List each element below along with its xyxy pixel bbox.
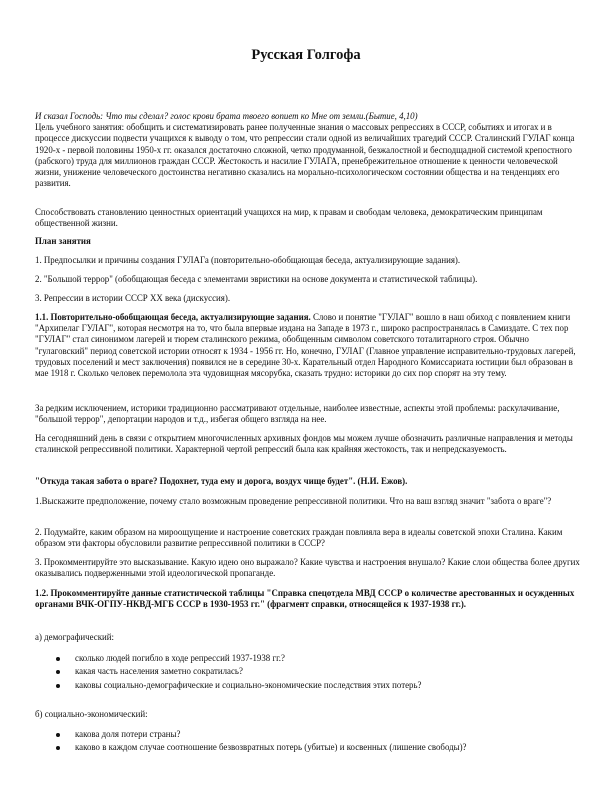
plan-item: 3. Репрессии в истории СССР XX века (дискуссия). <box>35 293 231 303</box>
plan-item: 2. "Большой террор" (обобщающая беседа с элементами эвристики на основе документа и статистической таблицы). <box>35 274 478 284</box>
list-item <box>35 666 581 679</box>
page-title: Русская Голгофа <box>251 47 361 63</box>
ezhov-quote: "Откуда такая забота о враге? Подохнет, туда ему и дорога, воздух чище будет". (Н.И. Ежов). <box>35 476 408 486</box>
list-item <box>35 680 581 693</box>
list-item-text: какова доля потери страны? <box>75 729 181 739</box>
plan-heading: План занятия <box>35 236 91 246</box>
question: 3. Прокомментируйте это высказывание. Какую идею оно выражало? Какие чувства и настроения внушало? Какие слои общества более других оказывались подверженными этой идеологической пропаганде. <box>35 557 580 579</box>
today-paragraph: На сегодняшний день в связи с открытием многочисленных архивных фондов мы можем лучше обозначить различные направления и методы сталинской репрессивной политики. Характерной чертой репрессий была как крайняя жестокость, так и непредсказуемость. <box>35 433 573 455</box>
section-1-1-heading: 1.1. Повторительно-обобщающая беседа, актуализирующие задания. <box>35 312 311 322</box>
rare-paragraph: За редким исключением, историки традиционно рассматривают отдельные, наиболее известные, аспекты этой проблемы: раскулачивание, "большой террор", депортации народов и т.д., избегая общего взгляда на нее. <box>35 403 560 425</box>
bullet-icon <box>56 657 60 661</box>
list-item <box>35 653 581 666</box>
promote-paragraph: Способствовать становлению ценностных ориентаций учащихся на мир, к правам и свободам человека, демократическим принципам общественной жизни. <box>35 207 543 229</box>
question: 1.Выскажите предположение, почему стало возможным проведение репрессивной политики. Что на ваш взгляд значит "забота о враге"? <box>35 496 552 506</box>
plan-item: 1. Предпосылки и причины создания ГУЛАГа (повторительно-обобщающая беседа, актуализирующие задания). <box>35 255 461 265</box>
list-item-text: какая часть населения заметно сократилась? <box>75 666 243 677</box>
section-1-1-text: Слово и понятие "ГУЛАГ" вошло в наш обиход с появлением книги "Архипелаг ГУЛАГ", которая несмотря на то, что была впервые издана на Западе в 1973 г., широко распространялась в Самиздате. С тех пор "ГУЛАГ" стал синонимом лагерей и тюрем сталинского режима, обобщенным символом советского тоталитарного строя. Обычно "гулаговский" период советской истории относят к 1934 - 1956 гг. Но, конечно, ГУЛАГ (Главное управление исправительно-трудовых лагерей, трудовых поселений и мест заключения) появился не в середине 30-х. Карательный отдел Народного Комиссариата юстиции был образован в мае 1918 г. Сколько человек перемолола эта чудовищная мясорубка, сказать трудно: историки до сих пор спорят на эту тему. <box>35 312 576 379</box>
bullet-icon <box>56 733 60 737</box>
socio-economic-label: б) социально-экономический: <box>35 709 148 719</box>
intro-block <box>35 111 581 189</box>
bullet-icon <box>56 746 60 750</box>
goal-paragraph: Цель учебного занятия: обобщить и систематизировать ранее полученные знания о массовых репрессиях в СССР, событиях и итогах и в процессе дискуссии подвести учащихся к выводу о том, что репрессии стали одной из величайших трагедий СССР. Сталинский ГУЛАГ конца 1920-х - первой половины 1950-х гг. оказался достаточно сложной, четко продуманной, безжалостной и бесподщадной системой крепостного (рабского) труда для миллионов граждан СССР. Жестокость и насилие ГУЛАГА, пренебрежительное отношение к ценности человеческой жизни, унижение человеческого достоинства негативно сказались на морально-психологическом состоянии общества и на тенденциях его развития. <box>35 122 575 189</box>
demographic-list <box>35 653 581 693</box>
demographic-label: а) демографический: <box>35 632 114 642</box>
list-item-text: каково в каждом случае соотношение безвозвратных потерь (убитые) и косвенных (лишение свободы)? <box>75 742 467 753</box>
epigraph: И сказал Господь: Что ты сделал? голос крови брата твоего вопиет ко Мне от земли.(Бытие, 4,10) <box>35 111 418 121</box>
section-1-1 <box>35 312 581 379</box>
list-item <box>35 742 581 755</box>
question: 2. Подумайте, каким образом на мироощущение и настроение советских граждан повлияла вера в идеалы советской эпохи Сталина. Каким образом эти факторы обусловили развитие репрессивной политики в СССР? <box>35 527 563 549</box>
list-item-text: каковы социально-демографические и социально-экономические последствия этих потерь? <box>75 679 422 690</box>
list-item-text: сколько людей погибло в ходе репрессий 1937-1938 гг.? <box>75 653 285 663</box>
socio-economic-list <box>35 729 581 756</box>
list-item <box>35 729 581 742</box>
section-1-2: 1.2. Прокомментируйте данные статистической таблицы "Справка спецотдела МВД СССР о количестве арестованных и осужденных органами ВЧК-ОГПУ-НКВД-МГБ СССР в 1930-1953 гг." (фрагмент справки, относящейся к 1937-1938 гг.). <box>35 588 575 610</box>
bullet-icon <box>56 670 60 674</box>
bullet-icon <box>56 684 60 688</box>
